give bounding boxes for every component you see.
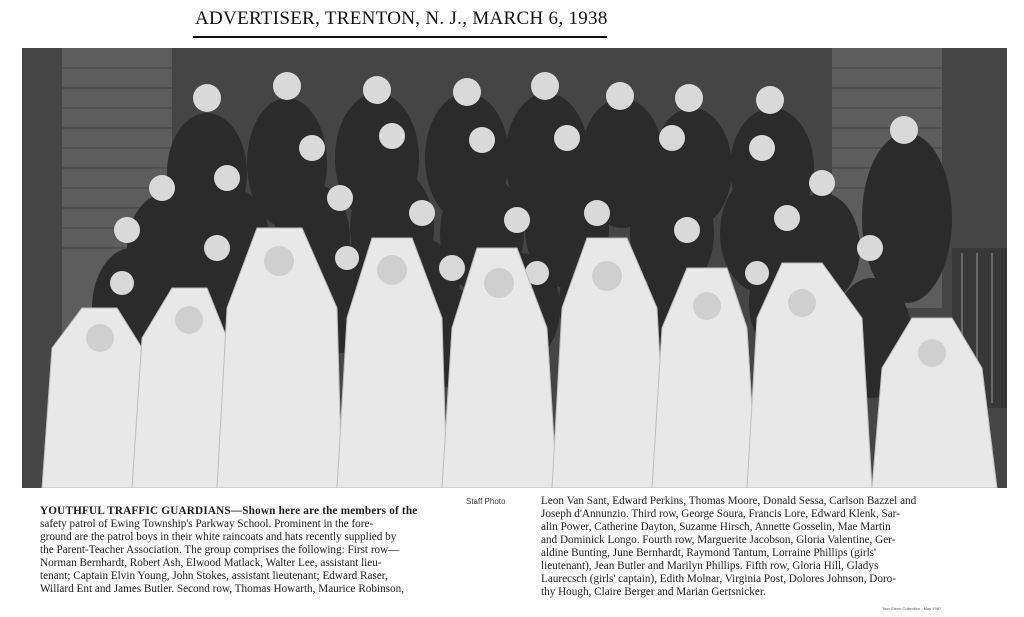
caption-line: thy Hough, Claire Berger and Marian Gertsnicker. <box>541 586 766 598</box>
caption-line: tenant; Captain Elvin Young, John Stokes, assistant lieutenant; Edward Raser, <box>40 570 388 582</box>
caption-line: and Dominick Longo. Fourth row, Marguerite Jacobson, Gloria Valentine, Ger- <box>541 534 896 546</box>
caption-line: Norman Bernhardt, Robert Ash, Elwood Matlack, Walter Lee, assistant lieu- <box>40 557 382 569</box>
caption-line: Willard Ent and James Butler. Second row, Thomas Howarth, Maurice Robinson, <box>40 583 405 595</box>
caption-line: Laurecsch (girls' captain), Edith Molnar, Virginia Post, Dolores Johnson, Doro- <box>541 573 896 585</box>
group-photograph <box>22 48 1007 488</box>
caption-line: the Parent-Teacher Association. The group comprises the following: First row— <box>40 544 400 556</box>
caption-line: aldine Bunting, June Bernhardt, Raymond Tantum, Lorraine Phillips (girls' <box>541 547 877 559</box>
caption-column-right <box>541 495 1012 599</box>
caption-line: Joseph d'Annunzio. Third row, George Soura, Francis Lore, Edward Klenk, Sar- <box>541 508 900 520</box>
caption-line: YOUTHFUL TRAFFIC GUARDIANS—Shown here are the members of the <box>40 505 418 517</box>
caption-line: alin Power, Catherine Dayton, Suzanne Hirsch, Annette Gosselin, Mae Martin <box>541 521 891 533</box>
caption-line: safety patrol of Ewing Township's Parkway School. Prominent in the fore- <box>40 518 374 530</box>
masthead-underline <box>193 36 607 38</box>
photo-illustration <box>22 48 1007 488</box>
caption-line: ground are the patrol boys in their white raincoats and hats recently supplied by <box>40 531 397 543</box>
caption-column-left <box>40 505 506 596</box>
newspaper-masthead: ADVERTISER, TRENTON, N. J., MARCH 6, 1938 <box>195 8 608 29</box>
caption-line: lieutenant), Jean Butler and Marilyn Phillips. Fifth row, Gloria Hill, Gladys <box>541 560 879 572</box>
photo-credit: Staff Photo <box>466 497 506 506</box>
collection-footnote: Tom Glenn Collection - May 1987 <box>882 606 942 611</box>
caption-line: Leon Van Sant, Edward Perkins, Thomas Moore, Donald Sessa, Carlson Bazzel and <box>541 495 917 507</box>
